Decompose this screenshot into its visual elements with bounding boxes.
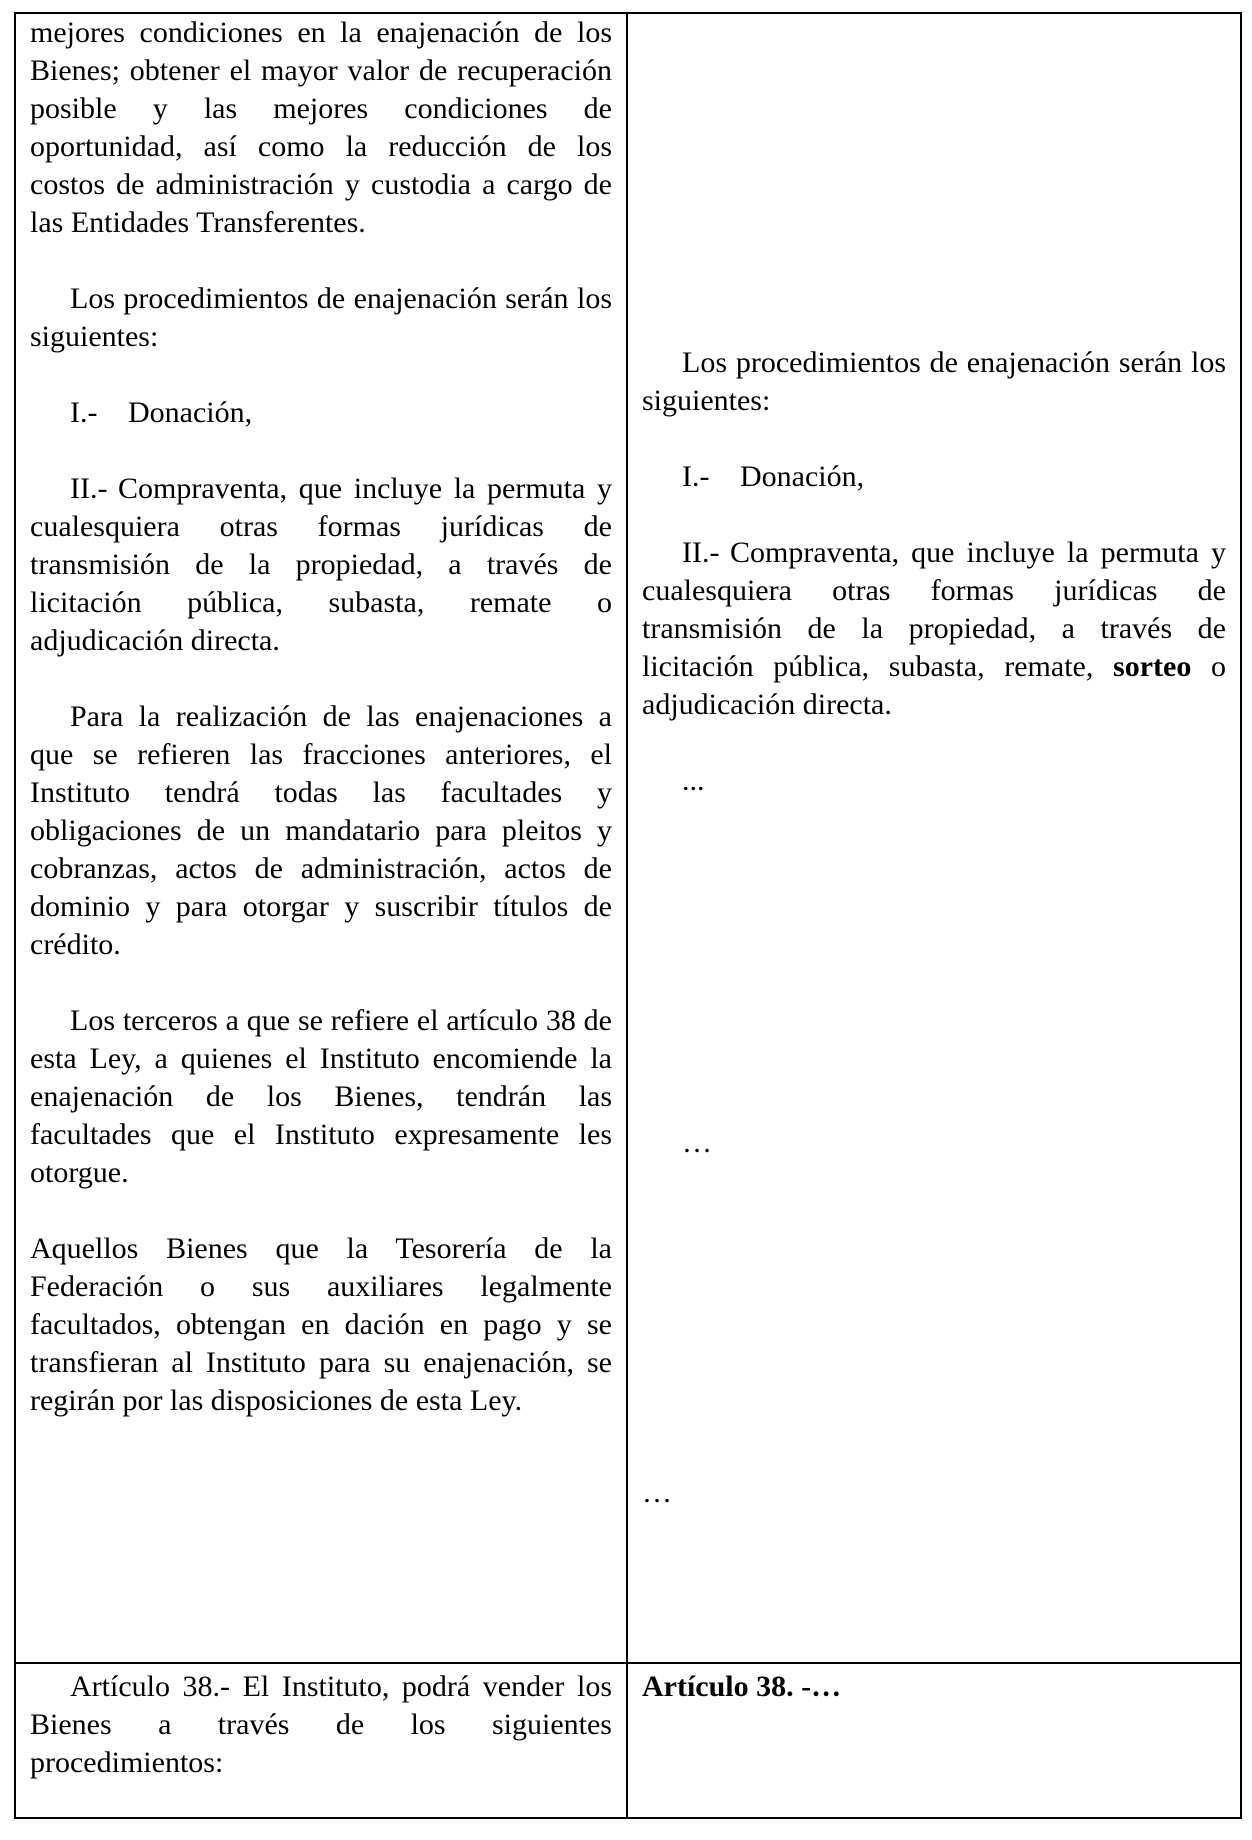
left-fraction-i (30, 394, 612, 432)
right-article-38: Artículo 38. -… (642, 1670, 842, 1703)
fraction-text: Donación, (128, 396, 253, 429)
left-article-cell (15, 1663, 627, 1818)
fraction-text: Compraventa, que incluye la permuta y cualesquiera otras formas jurídicas de transmisión de la propiedad, a través de licitación pública, subasta, remate o adjudicación directa. (30, 472, 612, 657)
left-column-cell (15, 13, 627, 1663)
fraction-number: I.- (682, 460, 710, 493)
fraction-number: I.- (70, 396, 98, 429)
table-row (15, 1663, 1241, 1818)
comparison-table (14, 12, 1242, 1819)
right-ellipsis-2: … (682, 1126, 712, 1159)
fraction-text-end: o adjudicación directa. (642, 650, 1226, 721)
right-fraction-ii (642, 534, 1226, 724)
fraction-text: Compraventa, que incluye la permuta y cualesquiera otras formas jurídicas de transmisión de la propiedad, a través de licitación pública, subasta, remate, (642, 536, 1226, 683)
bold-insertion: sorteo (1113, 650, 1192, 683)
right-fraction-i (642, 458, 1226, 496)
table-row (15, 13, 1241, 1663)
right-article-cell (627, 1663, 1241, 1818)
left-fraction-ii (30, 470, 612, 660)
left-paragraph-conditions: mejores condiciones en la enajenación de los Bienes; obtener el mayor valor de recuperación posible y las mejores condiciones de oportunidad, así como la reducción de los costos de administración y custodia a cargo de las Entidades Transferentes. (30, 16, 612, 239)
left-article-38: Artículo 38.- El Instituto, podrá vender los Bienes a través de los siguientes procedimientos: (30, 1670, 612, 1779)
left-paragraph-third-parties: Los terceros a que se refiere el artículo 38 de esta Ley, a quienes el Instituto encomiende la enajenación de los Bienes, tendrán las facultades que el Instituto expresamente les otorgue. (30, 1004, 612, 1189)
right-ellipsis-3: … (642, 1476, 672, 1509)
right-ellipsis-1: ... (682, 764, 705, 797)
left-paragraph-faculties: Para la realización de las enajenaciones a que se refieren las fracciones anteriores, el Instituto tendrá todas las facultades y obligaciones de un mandatario para pleitos y cobranzas, actos de administración, actos de dominio y para otorgar y suscribir títulos de crédito. (30, 700, 612, 961)
right-paragraph-procedures: Los procedimientos de enajenación serán los siguientes: (642, 346, 1226, 417)
fraction-text: Donación, (740, 460, 865, 493)
left-paragraph-procedures: Los procedimientos de enajenación serán los siguientes: (30, 282, 612, 353)
right-article-38-wrap (642, 1668, 1226, 1706)
fraction-number: II.- (70, 472, 108, 505)
fraction-number: II.- (682, 536, 720, 569)
right-column-cell (627, 13, 1241, 1663)
left-paragraph-treasury: Aquellos Bienes que la Tesorería de la Federación o sus auxiliares legalmente facultados, obtengan en dación en pago y se transfieran al Instituto para su enajenación, se regirán por las disposiciones de esta Ley. (30, 1232, 612, 1417)
